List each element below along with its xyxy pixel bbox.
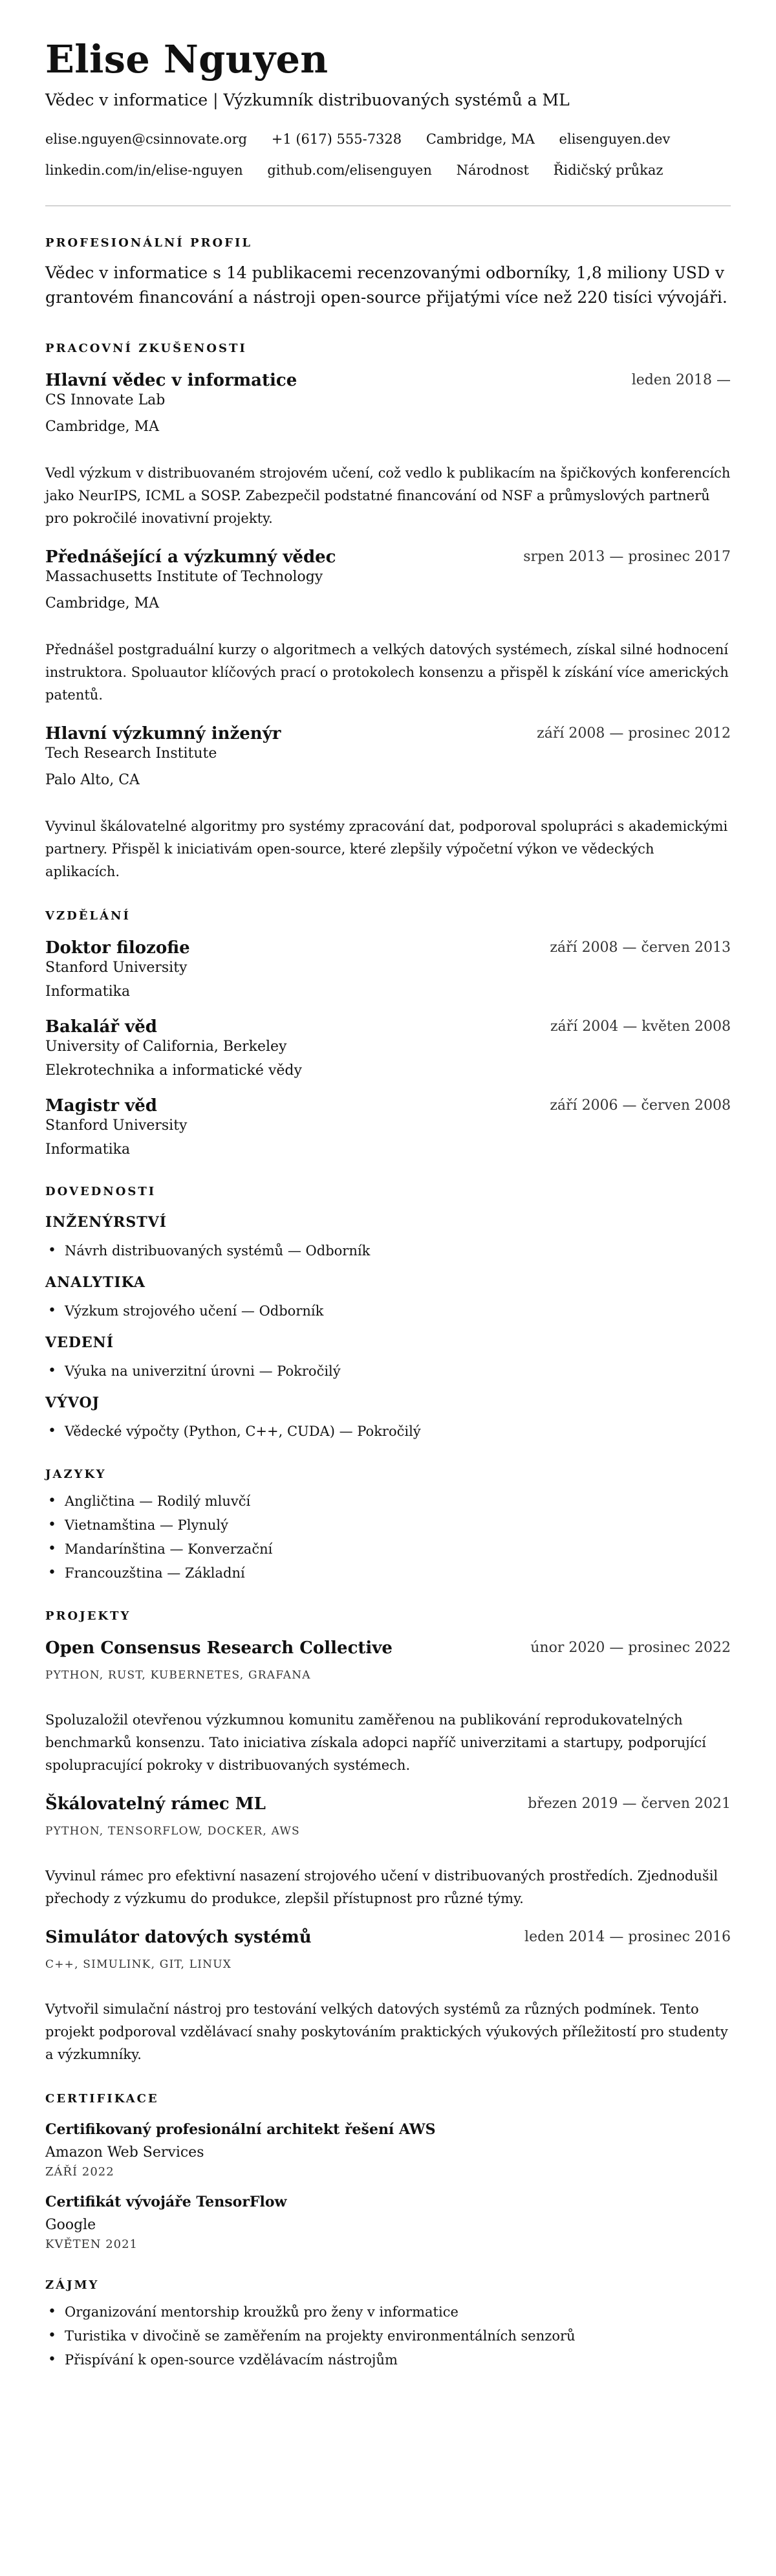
- job-description: Přednášel postgraduální kurzy o algoritmech a velkých datových systémech, získal silné hodnocení instruktora. Spoluautor klíčových prací o protokolech konsenzu a přispěl k získání více amerických patentů.: [45, 642, 729, 703]
- project-tech-stack: PYTHON, RUST, KUBERNETES, GRAFANA: [45, 1669, 311, 1682]
- job-title: Hlavní vědec v informatice: [45, 371, 297, 390]
- project-entry: [45, 1927, 731, 2066]
- section-title-education: VZDĚLÁNÍ: [45, 909, 131, 923]
- certification-date: KVĚTEN 2021: [45, 2238, 138, 2251]
- candidate-name: Elise Nguyen: [45, 37, 329, 82]
- project-dates: březen 2019 — červen 2021: [528, 1796, 731, 1812]
- contact-row-secondary: [45, 161, 731, 179]
- certification-name: Certifikovaný profesionální architekt řešení AWS: [45, 2121, 436, 2138]
- job-organization: Massachusetts Institute of Technology: [45, 569, 323, 585]
- skill-item: • Výuka na univerzitní úrovni — Pokročilý: [45, 1362, 731, 1380]
- contact-website[interactable]: elisenguyen.dev: [559, 131, 671, 147]
- job-organization: CS Innovate Lab: [45, 392, 166, 408]
- section-title-summary: PROFESIONÁLNÍ PROFIL: [45, 236, 253, 250]
- section-title-certifications: CERTIFIKACE: [45, 2092, 159, 2106]
- skill-group: [45, 1213, 731, 1260]
- skill-item: • Vědecké výpočty (Python, C++, CUDA) — Pokročilý: [45, 1422, 731, 1440]
- skill-category: ANALYTIKA: [45, 1274, 146, 1291]
- certification-entry: [45, 2120, 731, 2180]
- project-description: Vyvinul rámec pro efektivní nasazení strojového učení v distribuovaných prostředích. Zjednodušil přechody z výzkumu do produkce, zlepšil přístupnost pro různé týmy.: [45, 1868, 718, 1906]
- job-dates: srpen 2013 — prosinec 2017: [523, 549, 731, 565]
- certification-issuer: Google: [45, 2217, 96, 2233]
- study-field: Informatika: [45, 1141, 131, 1158]
- contact-driving-license: Řidičský průkaz: [553, 162, 663, 178]
- contact-nationality: Národnost: [456, 162, 529, 178]
- skill-item: • Výzkum strojového učení — Odborník: [45, 1302, 731, 1320]
- education-dates: září 2006 — červen 2008: [550, 1097, 731, 1114]
- contact-linkedin[interactable]: linkedin.com/in/elise-nguyen: [45, 162, 243, 178]
- project-dates: únor 2020 — prosinec 2022: [530, 1640, 731, 1656]
- section-title-languages: JAZYKY: [45, 1468, 107, 1481]
- study-field: Elekrotechnika a informatické vědy: [45, 1062, 302, 1079]
- header-divider: [45, 205, 731, 206]
- degree-title: Magistr věd: [45, 1096, 157, 1116]
- language-list: [45, 1492, 731, 1582]
- job-description: Vedl výzkum v distribuovaném strojovém učení, což vedlo k publikacím na špičkových konferencích jako NeurIPS, ICML a SOSP. Zabezpečil podstatné financování od NSF a průmyslových partnerů pro pokročilé inovativní projekty.: [45, 465, 731, 526]
- project-tech-stack: C++, SIMULINK, GIT, LINUX: [45, 1958, 232, 1971]
- section-summary: [45, 236, 731, 310]
- section-interests: [45, 2278, 731, 2369]
- section-title-projects: PROJEKTY: [45, 1609, 131, 1623]
- education-dates: září 2004 — květen 2008: [550, 1018, 731, 1035]
- interest-item: • Přispívání k open-source vzdělávacím nástrojům: [45, 2351, 731, 2369]
- section-title-skills: DOVEDNOSTI: [45, 1185, 156, 1198]
- job-location: Cambridge, MA: [45, 419, 160, 435]
- certification-date: ZÁŘÍ 2022: [45, 2165, 114, 2179]
- project-description: Vytvořil simulační nástroj pro testování velkých datových systémů za různých podmínek. Tento projekt podporoval vzdělávací snahy poskytováním praktických výukových příležitostí pro studenty a výzkumníky.: [45, 2001, 728, 2062]
- contact-row-primary: [45, 130, 731, 148]
- resume-header: [45, 36, 731, 206]
- project-name: Simulátor datových systémů: [45, 1928, 312, 1947]
- certification-name: Certifikát vývojáře TensorFlow: [45, 2194, 287, 2210]
- section-title-interests: ZÁJMY: [45, 2278, 100, 2292]
- contact-email[interactable]: elise.nguyen@csinnovate.org: [45, 131, 248, 147]
- education-entry: [45, 1095, 731, 1159]
- study-field: Informatika: [45, 984, 131, 1000]
- contact-phone[interactable]: +1 (617) 555-7328: [271, 131, 402, 147]
- skill-category: INŽENÝRSTVÍ: [45, 1214, 167, 1231]
- project-tech-stack: PYTHON, TENSORFLOW, DOCKER, AWS: [45, 1825, 300, 1838]
- project-name: Škálovatelný rámec ML: [45, 1794, 266, 1814]
- skill-category: VEDENÍ: [45, 1334, 114, 1351]
- candidate-headline: Vědec v informatice | Výzkumník distribuovaných systémů a ML: [45, 91, 570, 109]
- skill-item: • Návrh distribuovaných systémů — Odborník: [45, 1242, 731, 1260]
- school-name: Stanford University: [45, 1117, 188, 1134]
- experience-entry: [45, 370, 731, 530]
- education-entry: [45, 938, 731, 1001]
- section-certifications: [45, 2092, 731, 2252]
- contact-github[interactable]: github.com/elisenguyen: [267, 162, 432, 178]
- section-skills: [45, 1185, 731, 1440]
- job-location: Cambridge, MA: [45, 595, 160, 611]
- project-dates: leden 2014 — prosinec 2016: [524, 1929, 731, 1945]
- interest-item: • Organizování mentorship kroužků pro ženy v informatice: [45, 2303, 731, 2321]
- section-languages: [45, 1468, 731, 1582]
- summary-text: Vědec v informatice s 14 publikacemi recenzovanými odborníky, 1,8 miliony USD v grantovém financování a nástroji open-source přijatými více než 220 tisíci vývojáři.: [45, 263, 727, 307]
- experience-entry: [45, 723, 731, 883]
- certification-issuer: Amazon Web Services: [45, 2144, 204, 2161]
- section-projects: [45, 1609, 731, 2066]
- section-experience: [45, 342, 731, 883]
- project-entry: [45, 1638, 731, 1777]
- job-title: Hlavní výzkumný inženýr: [45, 724, 281, 743]
- language-item: • Angličtina — Rodilý mluvčí: [45, 1492, 731, 1510]
- school-name: Stanford University: [45, 960, 188, 976]
- project-entry: [45, 1794, 731, 1910]
- language-item: • Francouzština — Základní: [45, 1564, 731, 1582]
- job-description: Vyvinul škálovatelné algoritmy pro systémy zpracování dat, podporoval spolupráci s akademickými partnery. Přispěl k iniciativám open-source, které zlepšily výpočetní výkon ve vědeckých aplikacích.: [45, 819, 728, 879]
- project-name: Open Consensus Research Collective: [45, 1638, 393, 1658]
- skill-category: VÝVOJ: [45, 1394, 100, 1411]
- project-description: Spoluzaložil otevřenou výzkumnou komunitu zaměřenou na publikování reprodukovatelných benchmarků konsenzu. Tato iniciativa získala adopci napříč univerzitami a startupy, podporující spolupracující pokroky v distribuovaných systémech.: [45, 1712, 706, 1773]
- skill-group: [45, 1334, 731, 1380]
- job-organization: Tech Research Institute: [45, 745, 217, 762]
- interest-list: [45, 2303, 731, 2369]
- education-dates: září 2008 — červen 2013: [550, 940, 731, 956]
- section-title-experience: PRACOVNÍ ZKUŠENOSTI: [45, 342, 247, 355]
- contact-location: Cambridge, MA: [426, 131, 535, 147]
- job-title: Přednášející a výzkumný vědec: [45, 547, 336, 567]
- section-education: [45, 909, 731, 1159]
- skill-group: [45, 1273, 731, 1320]
- language-item: • Vietnamština — Plynulý: [45, 1516, 731, 1534]
- job-dates: leden 2018 —: [631, 372, 731, 388]
- education-entry: [45, 1017, 731, 1080]
- school-name: University of California, Berkeley: [45, 1039, 287, 1055]
- skill-group: [45, 1394, 731, 1440]
- interest-item: • Turistika v divočině se zaměřením na projekty environmentálních senzorů: [45, 2327, 731, 2345]
- certification-entry: [45, 2193, 731, 2252]
- degree-title: Doktor filozofie: [45, 938, 190, 958]
- degree-title: Bakalář věd: [45, 1017, 157, 1037]
- language-item: • Mandarínština — Konverzační: [45, 1540, 731, 1558]
- job-location: Palo Alto, CA: [45, 772, 140, 788]
- experience-entry: [45, 547, 731, 707]
- job-dates: září 2008 — prosinec 2012: [537, 725, 731, 742]
